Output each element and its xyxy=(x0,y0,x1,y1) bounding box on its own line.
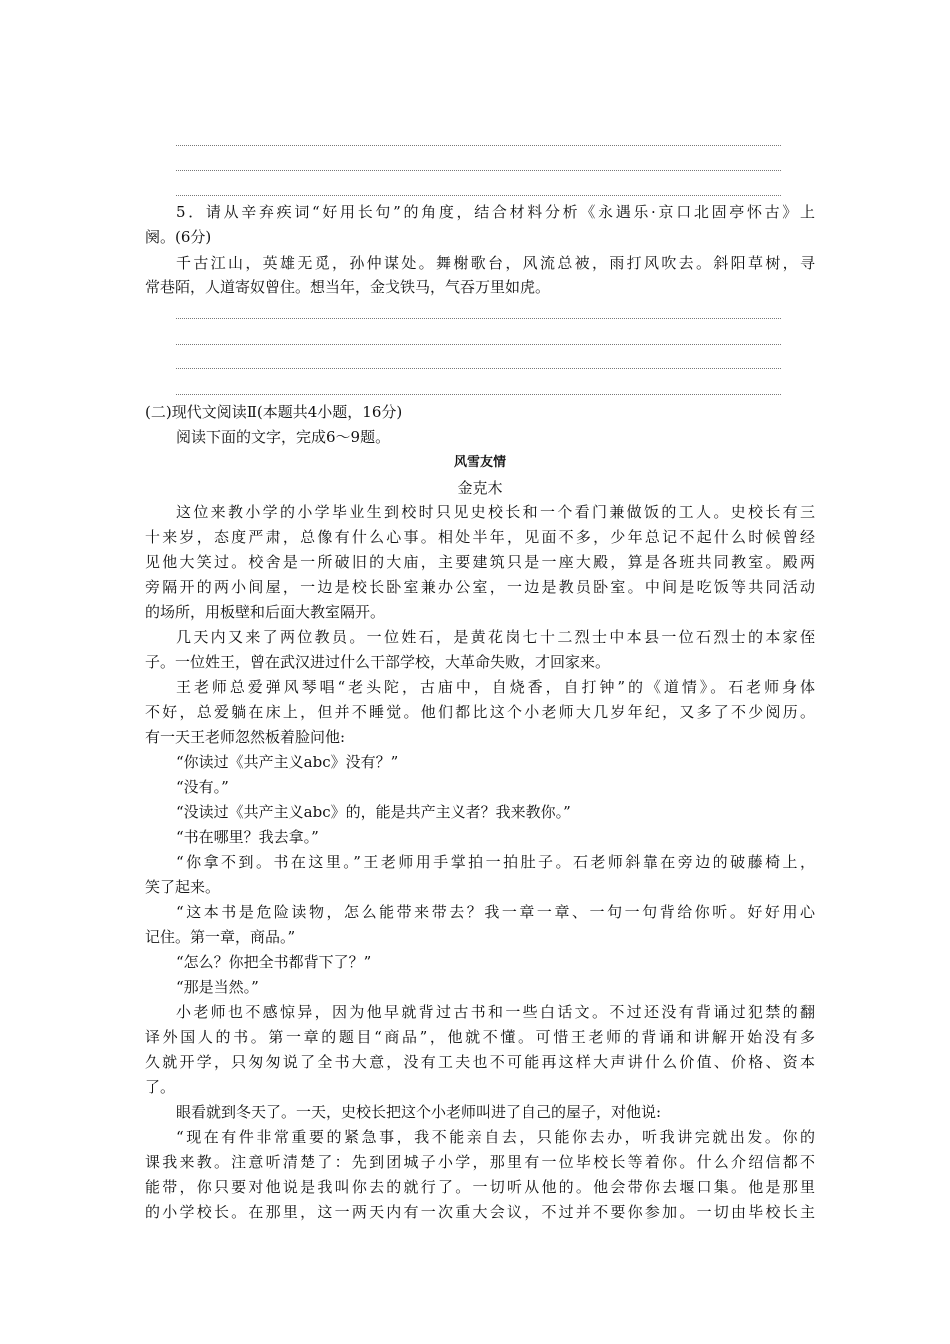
article-line: 的小学校长。在那里，这一两天内有一次重大会议，不过并不要你参加。一切由毕校长主 xyxy=(145,1203,815,1221)
answer-line[interactable] xyxy=(176,394,781,395)
article-line: 旁隔开的两小间屋，一边是校长卧室兼办公室，一边是教员卧室。中间是吃饭等共同活动 xyxy=(145,578,815,596)
article-line: “现在有件非常重要的紧急事，我不能亲自去，只能你去办，听我讲完就出发。你的 xyxy=(176,1128,815,1146)
article-line: 不好，总爱躺在床上，但并不睡觉。他们都比这个小老师大几岁年纪，又多了不少阅历。 xyxy=(145,703,815,721)
answer-line[interactable] xyxy=(176,318,781,319)
answer-line[interactable] xyxy=(176,170,781,171)
article-line: “没读过《共产主义abc》的，能是共产主义者？我来教你。” xyxy=(176,803,571,821)
article-author: 金克木 xyxy=(457,479,503,497)
article-line: 小老师也不感惊异，因为他早就背过古书和一些白话文。不过还没有背诵过犯禁的翻 xyxy=(176,1003,815,1021)
article-line: 课我来教。注意听清楚了：先到团城子小学，那里有一位毕校长等着你。什么介绍信都不 xyxy=(145,1153,815,1171)
article-line: “书在哪里？我去拿。” xyxy=(176,828,319,846)
poem-line: 千古江山，英雄无觅，孙仲谋处。舞榭歌台，风流总被，雨打风吹去。斜阳草树，寻 xyxy=(176,254,815,272)
section-heading: (二)现代文阅读Ⅱ(本题共4小题，16分) xyxy=(145,403,403,421)
question-5-text: 阕。(6分) xyxy=(145,228,212,246)
article-line: 见他大笑过。校舍是一所破旧的大庙，主要建筑只是一座大殿，算是各班共同教室。殿两 xyxy=(145,553,815,571)
article-line: 王老师总爱弹风琴唱“老头陀，古庙中，自烧香，自打钟”的《道情》。石老师身体 xyxy=(176,678,815,696)
article-line: 十来岁，态度严肃，总像有什么心事。相处半年，见面不多，少年总记不起什么时候曾经 xyxy=(145,528,815,546)
section-instruction: 阅读下面的文字，完成6～9题。 xyxy=(176,428,391,446)
poem-line: 常巷陌，人道寄奴曾住。想当年，金戈铁马，气吞万里如虎。 xyxy=(145,278,551,296)
article-line: 久就开学，只匆匆说了全书大意，没有工夫也不可能再这样大声讲什么价值、价格、资本 xyxy=(145,1053,815,1071)
article-line: 译外国人的书。第一章的题目“商品”，他就不懂。可惜王老师的背诵和讲解开始没有多 xyxy=(145,1028,815,1046)
article-line: 有一天王老师忽然板着脸问他: xyxy=(145,728,346,746)
article-line: 子。一位姓王，曾在武汉进过什么干部学校，大革命失败，才回家来。 xyxy=(145,653,611,671)
article-line: 了。 xyxy=(145,1078,176,1096)
article-line: “没有。” xyxy=(176,778,229,796)
answer-line[interactable] xyxy=(176,145,781,146)
article-line: “怎么？你把全书都背下了？” xyxy=(176,953,372,971)
answer-line[interactable] xyxy=(176,344,781,345)
article-line: 的场所，用板壁和后面大教室隔开。 xyxy=(145,603,386,621)
article-line: “你拿不到。书在这里。”王老师用手掌拍一拍肚子。石老师斜靠在旁边的破藤椅上， xyxy=(176,853,815,871)
article-line: “你读过《共产主义abc》没有？” xyxy=(176,753,399,771)
article-line: 记住。第一章，商品。” xyxy=(145,928,296,946)
article-line: “那是当然。” xyxy=(176,978,259,996)
article-line: 笑了起来。 xyxy=(145,878,221,896)
article-line: “这本书是危险读物，怎么能带来带去？我一章一章、一句一句背给你听。好好用心 xyxy=(176,903,815,921)
question-5-text: 5．请从辛弃疾词“好用长句”的角度，结合材料分析《永遇乐·京口北固亭怀古》上 xyxy=(176,203,815,221)
answer-line[interactable] xyxy=(176,195,781,196)
article-line: 能带，你只要对他说是我叫你去的就行了。一切听从他的。他会带你去堰口集。他是那里 xyxy=(145,1178,815,1196)
article-line: 这位来教小学的小学毕业生到校时只见史校长和一个看门兼做饭的工人。史校长有三 xyxy=(176,503,815,521)
article-line: 眼看就到冬天了。一天，史校长把这个小老师叫进了自己的屋子，对他说: xyxy=(176,1103,662,1121)
answer-line[interactable] xyxy=(176,368,781,369)
article-title: 风雪友情 xyxy=(453,455,506,470)
article-line: 几天内又来了两位教员。一位姓石，是黄花岗七十二烈士中本县一位石烈士的本家侄 xyxy=(176,628,815,646)
